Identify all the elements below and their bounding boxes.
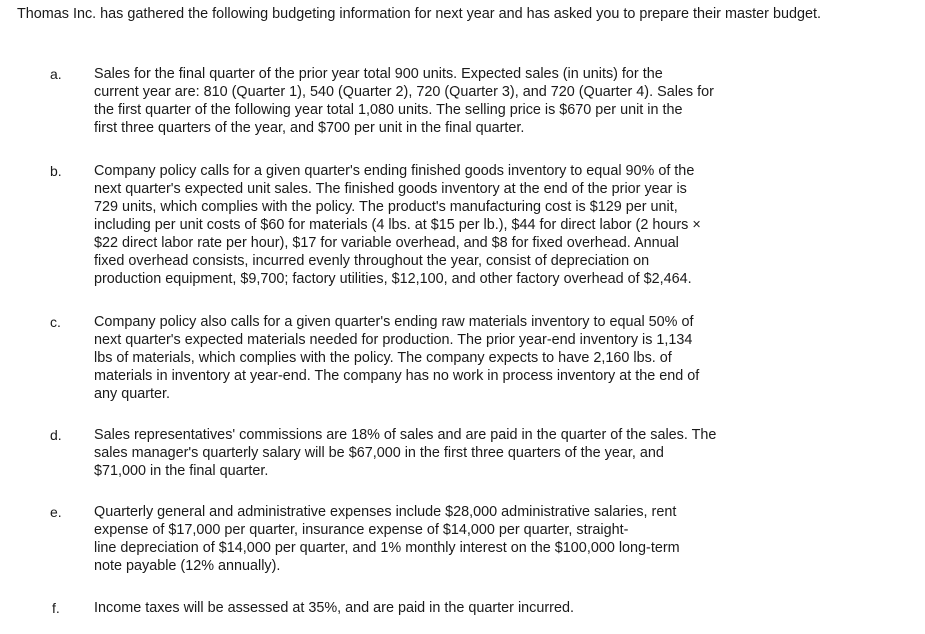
item-letter: a. xyxy=(50,66,62,82)
item-letter: d. xyxy=(50,427,62,443)
text-line: next quarter's expected materials needed for production. The prior year-end inventory is 1,134 xyxy=(94,332,693,348)
text-line: note payable (12% annually). xyxy=(94,558,281,574)
text-line: Company policy calls for a given quarter's ending finished goods inventory to equal 90% of the xyxy=(94,163,695,179)
text-line: production equipment, $9,700; factory utilities, $12,100, and other factory overhead of $2,464. xyxy=(94,271,692,287)
text-line: lbs of materials, which complies with the policy. The company expects to have 2,160 lbs. of xyxy=(94,350,672,366)
text-line: Sales for the final quarter of the prior year total 900 units. Expected sales (in units) for the xyxy=(94,66,663,82)
text-line: materials in inventory at year-end. The company has no work in process inventory at the end of xyxy=(94,368,700,384)
intro-paragraph: Thomas Inc. has gathered the following budgeting information for next year and has asked you to prepare their master budget. xyxy=(17,6,821,22)
item-text xyxy=(94,313,784,403)
text-line: sales manager's quarterly salary will be $67,000 in the first three quarters of the year, and xyxy=(94,445,664,461)
item-letter: b. xyxy=(50,163,62,179)
text-line: any quarter. xyxy=(94,386,171,402)
item-letter: f. xyxy=(52,600,60,616)
item-text xyxy=(94,65,784,137)
text-line: fixed overhead consists, incurred evenly throughout the year, consist of depreciation on xyxy=(94,253,650,269)
text-line: expense of $17,000 per quarter, insurance expense of $14,000 per quarter, straight- xyxy=(94,522,629,538)
text-line: Income taxes will be assessed at 35%, and are paid in the quarter incurred. xyxy=(94,600,574,616)
text-line: line depreciation of $14,000 per quarter, and 1% monthly interest on the $100,000 long-term xyxy=(94,540,680,556)
text-line: Company policy also calls for a given quarter's ending raw materials inventory to equal 50% of xyxy=(94,314,694,330)
text-line: 729 units, which complies with the policy. The product's manufacturing cost is $129 per unit, xyxy=(94,199,678,215)
text-line: the first quarter of the following year total 1,080 units. The selling price is $670 per unit in the xyxy=(94,102,683,118)
text-line: including per unit costs of $60 for materials (4 lbs. at $15 per lb.), $44 for direct labor (2 hours × xyxy=(94,217,701,233)
text-line: $22 direct labor rate per hour), $17 for variable overhead, and $8 for fixed overhead. Annual xyxy=(94,235,679,251)
item-text xyxy=(94,162,784,288)
item-text xyxy=(94,426,784,480)
text-line: current year are: 810 (Quarter 1), 540 (Quarter 2), 720 (Quarter 3), and 720 (Quarter 4). Sales for xyxy=(94,84,714,100)
item-text xyxy=(94,599,784,617)
text-line: next quarter's expected unit sales. The finished goods inventory at the end of the prior year is xyxy=(94,181,687,197)
text-line: $71,000 in the final quarter. xyxy=(94,463,269,479)
text-line: Quarterly general and administrative expenses include $28,000 administrative salaries, rent xyxy=(94,504,677,520)
item-text xyxy=(94,503,784,575)
item-letter: c. xyxy=(50,314,61,330)
text-line: Sales representatives' commissions are 18% of sales and are paid in the quarter of the sales. The xyxy=(94,427,717,443)
text-line: first three quarters of the year, and $700 per unit in the final quarter. xyxy=(94,120,525,136)
item-letter: e. xyxy=(50,504,62,520)
